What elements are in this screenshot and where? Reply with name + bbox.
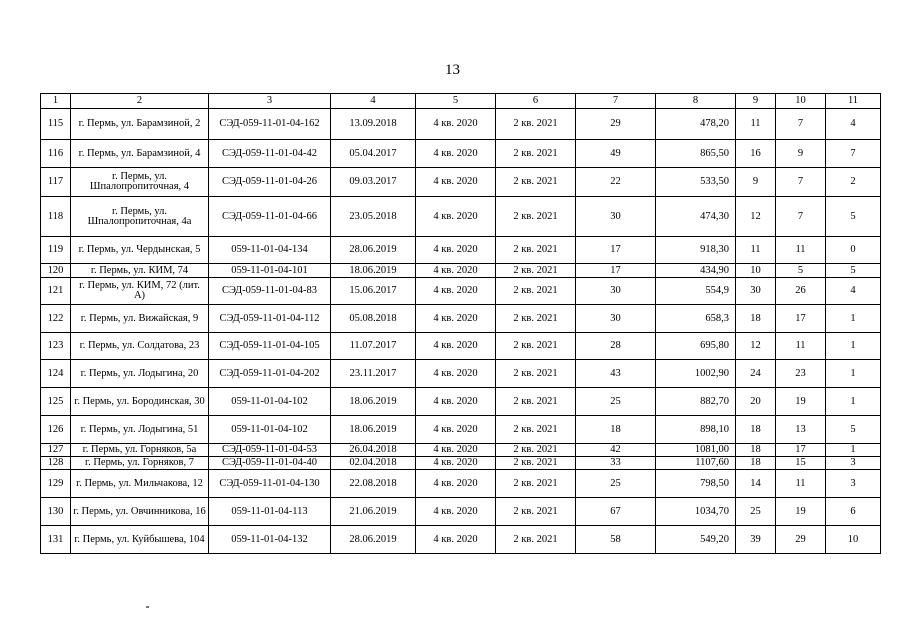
col-9-value: 18 (736, 444, 776, 457)
column-header: 7 (576, 94, 656, 109)
col-9-value: 12 (736, 197, 776, 237)
col-9-value: 30 (736, 278, 776, 305)
column-header: 8 (656, 94, 736, 109)
document-date: 23.11.2017 (331, 360, 416, 388)
row-number: 120 (41, 264, 71, 278)
col-11-value: 4 (826, 278, 881, 305)
start-quarter: 4 кв. 2020 (416, 416, 496, 444)
address: г. Пермь, ул. КИМ, 72 (лит. А) (71, 278, 209, 305)
document-number: 059-11-01-04-134 (209, 237, 331, 264)
address: г. Пермь, ул. Куйбышева, 104 (71, 526, 209, 554)
row-number: 131 (41, 526, 71, 554)
table-row (41, 388, 881, 416)
document-date: 15.06.2017 (331, 278, 416, 305)
col-8-value: 882,70 (656, 388, 736, 416)
col-11-value: 1 (826, 333, 881, 360)
col-7-value: 28 (576, 333, 656, 360)
col-10-value: 17 (776, 444, 826, 457)
start-quarter: 4 кв. 2020 (416, 470, 496, 498)
end-quarter: 2 кв. 2021 (496, 416, 576, 444)
col-8-value: 1081,00 (656, 444, 736, 457)
column-header: 9 (736, 94, 776, 109)
col-8-value: 898,10 (656, 416, 736, 444)
scan-speck (146, 606, 149, 608)
end-quarter: 2 кв. 2021 (496, 470, 576, 498)
row-number: 122 (41, 305, 71, 333)
row-number: 129 (41, 470, 71, 498)
row-number: 116 (41, 140, 71, 168)
col-11-value: 1 (826, 388, 881, 416)
document-number: 059-11-01-04-102 (209, 388, 331, 416)
start-quarter: 4 кв. 2020 (416, 444, 496, 457)
document-number: СЭД-059-11-01-04-105 (209, 333, 331, 360)
column-header: 2 (71, 94, 209, 109)
address: г. Пермь, ул. КИМ, 74 (71, 264, 209, 278)
address: г. Пермь, ул. Овчинникова, 16 (71, 498, 209, 526)
table-row (41, 416, 881, 444)
col-7-value: 67 (576, 498, 656, 526)
document-date: 18.06.2019 (331, 416, 416, 444)
col-9-value: 20 (736, 388, 776, 416)
col-11-value: 4 (826, 109, 881, 140)
table-row (41, 470, 881, 498)
end-quarter: 2 кв. 2021 (496, 388, 576, 416)
table-row (41, 498, 881, 526)
col-10-value: 19 (776, 388, 826, 416)
row-number: 121 (41, 278, 71, 305)
col-7-value: 42 (576, 444, 656, 457)
end-quarter: 2 кв. 2021 (496, 333, 576, 360)
column-header: 6 (496, 94, 576, 109)
col-9-value: 16 (736, 140, 776, 168)
col-11-value: 2 (826, 168, 881, 197)
document-number: СЭД-059-11-01-04-202 (209, 360, 331, 388)
col-8-value: 658,3 (656, 305, 736, 333)
col-8-value: 1034,70 (656, 498, 736, 526)
document-number: СЭД-059-11-01-04-83 (209, 278, 331, 305)
document-date: 18.06.2019 (331, 388, 416, 416)
address: г. Пермь, ул. Солдатова, 23 (71, 333, 209, 360)
col-9-value: 10 (736, 264, 776, 278)
address: г. Пермь, ул. Лодыгина, 20 (71, 360, 209, 388)
start-quarter: 4 кв. 2020 (416, 140, 496, 168)
col-7-value: 25 (576, 470, 656, 498)
col-9-value: 18 (736, 457, 776, 470)
document-number: 059-11-01-04-113 (209, 498, 331, 526)
col-9-value: 24 (736, 360, 776, 388)
table-row (41, 168, 881, 197)
col-7-value: 30 (576, 305, 656, 333)
col-7-value: 30 (576, 278, 656, 305)
col-7-value: 49 (576, 140, 656, 168)
document-number: СЭД-059-11-01-04-53 (209, 444, 331, 457)
column-header: 5 (416, 94, 496, 109)
document-number: СЭД-059-11-01-04-66 (209, 197, 331, 237)
end-quarter: 2 кв. 2021 (496, 278, 576, 305)
col-11-value: 5 (826, 197, 881, 237)
col-7-value: 43 (576, 360, 656, 388)
row-number: 124 (41, 360, 71, 388)
end-quarter: 2 кв. 2021 (496, 140, 576, 168)
table-row (41, 237, 881, 264)
col-7-value: 17 (576, 237, 656, 264)
col-7-value: 30 (576, 197, 656, 237)
col-10-value: 13 (776, 416, 826, 444)
page-number: 13 (445, 62, 460, 78)
address: г. Пермь, ул. Барамзиной, 2 (71, 109, 209, 140)
col-10-value: 11 (776, 237, 826, 264)
start-quarter: 4 кв. 2020 (416, 197, 496, 237)
document-date: 28.06.2019 (331, 526, 416, 554)
col-9-value: 14 (736, 470, 776, 498)
col-7-value: 22 (576, 168, 656, 197)
address: г. Пермь, ул. Чердынская, 5 (71, 237, 209, 264)
col-10-value: 17 (776, 305, 826, 333)
table-row (41, 278, 881, 305)
table-row (41, 360, 881, 388)
start-quarter: 4 кв. 2020 (416, 237, 496, 264)
address: г. Пермь, ул. Горняков, 7 (71, 457, 209, 470)
row-number: 130 (41, 498, 71, 526)
document-date: 21.06.2019 (331, 498, 416, 526)
address: г. Пермь, ул. Барамзиной, 4 (71, 140, 209, 168)
row-number: 117 (41, 168, 71, 197)
start-quarter: 4 кв. 2020 (416, 278, 496, 305)
col-10-value: 5 (776, 264, 826, 278)
column-header: 1 (41, 94, 71, 109)
column-header: 3 (209, 94, 331, 109)
col-10-value: 19 (776, 498, 826, 526)
end-quarter: 2 кв. 2021 (496, 526, 576, 554)
row-number: 125 (41, 388, 71, 416)
table-row (41, 109, 881, 140)
col-8-value: 865,50 (656, 140, 736, 168)
row-number: 119 (41, 237, 71, 264)
document-date: 09.03.2017 (331, 168, 416, 197)
col-11-value: 1 (826, 360, 881, 388)
row-number: 127 (41, 444, 71, 457)
col-11-value: 5 (826, 416, 881, 444)
address: г. Пермь, ул. Шпалопропиточная, 4а (71, 197, 209, 237)
document-number: СЭД-059-11-01-04-40 (209, 457, 331, 470)
end-quarter: 2 кв. 2021 (496, 457, 576, 470)
address: г. Пермь, ул. Вижайская, 9 (71, 305, 209, 333)
start-quarter: 4 кв. 2020 (416, 360, 496, 388)
col-7-value: 58 (576, 526, 656, 554)
document-date: 18.06.2019 (331, 264, 416, 278)
address: г. Пермь, ул. Бородинская, 30 (71, 388, 209, 416)
document-date: 11.07.2017 (331, 333, 416, 360)
col-9-value: 9 (736, 168, 776, 197)
col-11-value: 1 (826, 305, 881, 333)
column-header: 10 (776, 94, 826, 109)
col-7-value: 18 (576, 416, 656, 444)
col-10-value: 7 (776, 197, 826, 237)
row-number: 118 (41, 197, 71, 237)
document-number: СЭД-059-11-01-04-26 (209, 168, 331, 197)
data-table (40, 93, 881, 554)
row-number: 123 (41, 333, 71, 360)
col-11-value: 6 (826, 498, 881, 526)
col-8-value: 434,90 (656, 264, 736, 278)
col-8-value: 695,80 (656, 333, 736, 360)
end-quarter: 2 кв. 2021 (496, 109, 576, 140)
col-10-value: 11 (776, 470, 826, 498)
col-10-value: 7 (776, 168, 826, 197)
document-date: 28.06.2019 (331, 237, 416, 264)
start-quarter: 4 кв. 2020 (416, 109, 496, 140)
end-quarter: 2 кв. 2021 (496, 360, 576, 388)
col-9-value: 11 (736, 109, 776, 140)
col-10-value: 7 (776, 109, 826, 140)
col-11-value: 3 (826, 470, 881, 498)
col-10-value: 26 (776, 278, 826, 305)
end-quarter: 2 кв. 2021 (496, 498, 576, 526)
col-8-value: 549,20 (656, 526, 736, 554)
col-9-value: 39 (736, 526, 776, 554)
row-number: 128 (41, 457, 71, 470)
address: г. Пермь, ул. Шпалопропиточная, 4 (71, 168, 209, 197)
document-date: 13.09.2018 (331, 109, 416, 140)
document-date: 26.04.2018 (331, 444, 416, 457)
col-11-value: 0 (826, 237, 881, 264)
table-body (41, 94, 881, 554)
col-9-value: 12 (736, 333, 776, 360)
document-date: 05.04.2017 (331, 140, 416, 168)
table-row (41, 457, 881, 470)
col-10-value: 23 (776, 360, 826, 388)
table-row (41, 526, 881, 554)
start-quarter: 4 кв. 2020 (416, 526, 496, 554)
start-quarter: 4 кв. 2020 (416, 498, 496, 526)
end-quarter: 2 кв. 2021 (496, 444, 576, 457)
col-9-value: 18 (736, 305, 776, 333)
address: г. Пермь, ул. Лодыгина, 51 (71, 416, 209, 444)
col-8-value: 798,50 (656, 470, 736, 498)
row-number: 115 (41, 109, 71, 140)
document-date: 22.08.2018 (331, 470, 416, 498)
table-row (41, 140, 881, 168)
document-number: 059-11-01-04-101 (209, 264, 331, 278)
start-quarter: 4 кв. 2020 (416, 305, 496, 333)
document-date: 23.05.2018 (331, 197, 416, 237)
document-date: 05.08.2018 (331, 305, 416, 333)
col-11-value: 7 (826, 140, 881, 168)
document-number: СЭД-059-11-01-04-42 (209, 140, 331, 168)
end-quarter: 2 кв. 2021 (496, 197, 576, 237)
document-number: СЭД-059-11-01-04-162 (209, 109, 331, 140)
table-row (41, 333, 881, 360)
table-row (41, 197, 881, 237)
table-row (41, 305, 881, 333)
table-row (41, 264, 881, 278)
end-quarter: 2 кв. 2021 (496, 168, 576, 197)
col-9-value: 25 (736, 498, 776, 526)
document-number: 059-11-01-04-102 (209, 416, 331, 444)
address: г. Пермь, ул. Горняков, 5а (71, 444, 209, 457)
start-quarter: 4 кв. 2020 (416, 168, 496, 197)
col-7-value: 17 (576, 264, 656, 278)
col-9-value: 11 (736, 237, 776, 264)
end-quarter: 2 кв. 2021 (496, 237, 576, 264)
col-8-value: 554,9 (656, 278, 736, 305)
document-number: 059-11-01-04-132 (209, 526, 331, 554)
col-11-value: 3 (826, 457, 881, 470)
table-row (41, 444, 881, 457)
col-7-value: 25 (576, 388, 656, 416)
col-8-value: 474,30 (656, 197, 736, 237)
document-number: СЭД-059-11-01-04-112 (209, 305, 331, 333)
document-date: 02.04.2018 (331, 457, 416, 470)
start-quarter: 4 кв. 2020 (416, 333, 496, 360)
start-quarter: 4 кв. 2020 (416, 457, 496, 470)
col-11-value: 1 (826, 444, 881, 457)
col-11-value: 10 (826, 526, 881, 554)
col-8-value: 1107,60 (656, 457, 736, 470)
row-number: 126 (41, 416, 71, 444)
column-header: 11 (826, 94, 881, 109)
col-9-value: 18 (736, 416, 776, 444)
column-header: 4 (331, 94, 416, 109)
col-10-value: 9 (776, 140, 826, 168)
col-10-value: 29 (776, 526, 826, 554)
end-quarter: 2 кв. 2021 (496, 264, 576, 278)
address: г. Пермь, ул. Мильчакова, 12 (71, 470, 209, 498)
col-8-value: 918,30 (656, 237, 736, 264)
col-10-value: 11 (776, 333, 826, 360)
col-8-value: 533,50 (656, 168, 736, 197)
col-8-value: 1002,90 (656, 360, 736, 388)
start-quarter: 4 кв. 2020 (416, 388, 496, 416)
document-number: СЭД-059-11-01-04-130 (209, 470, 331, 498)
col-7-value: 33 (576, 457, 656, 470)
col-8-value: 478,20 (656, 109, 736, 140)
header-row (41, 94, 881, 109)
col-10-value: 15 (776, 457, 826, 470)
end-quarter: 2 кв. 2021 (496, 305, 576, 333)
col-7-value: 29 (576, 109, 656, 140)
start-quarter: 4 кв. 2020 (416, 264, 496, 278)
col-11-value: 5 (826, 264, 881, 278)
